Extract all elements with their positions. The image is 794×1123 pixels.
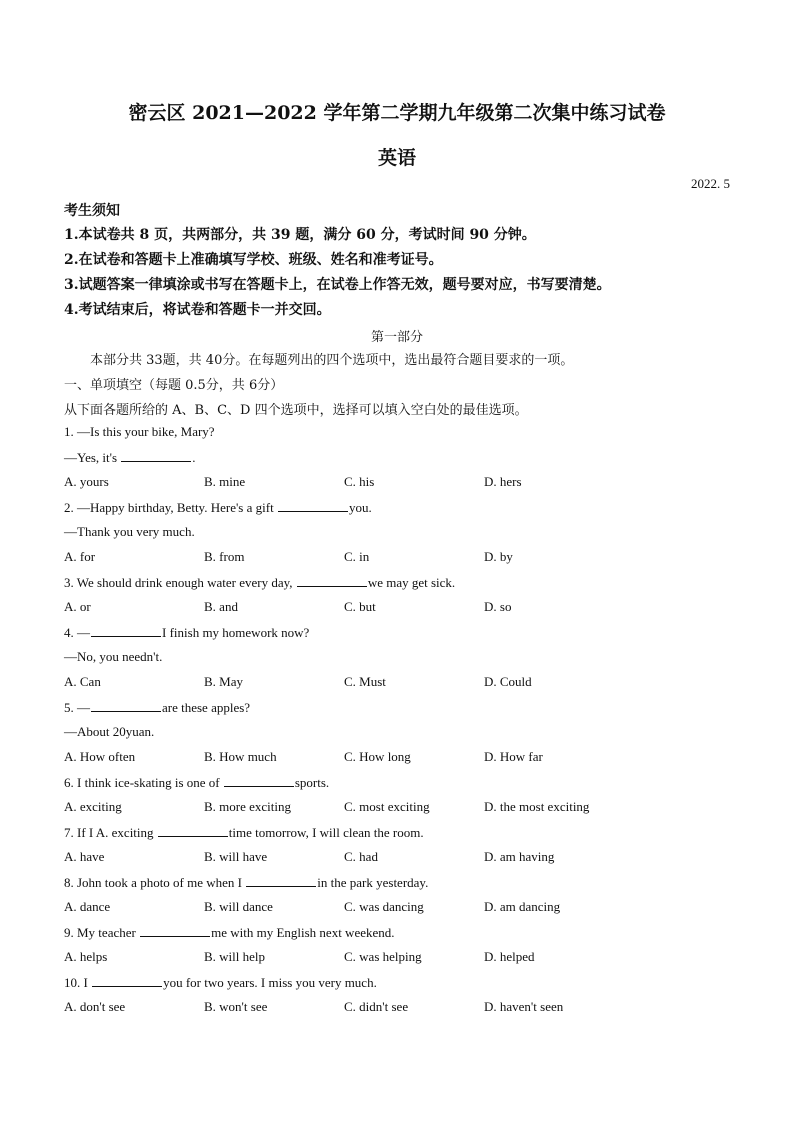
question-1: 1. —Is this your bike, Mary?	[64, 424, 215, 439]
notice-item: 3.试题答案一律填涂或书写在答题卡上，在试卷上作答无效，题号要对应，书写要清楚。	[64, 277, 611, 293]
option-a: A. Can	[64, 674, 101, 689]
option-d: D. so	[484, 599, 512, 614]
notice-heading: 考生须知	[64, 203, 120, 219]
answer-blank	[246, 874, 316, 887]
subject-title: 英语	[377, 147, 416, 169]
option-a: A. helps	[64, 949, 108, 964]
option-a: A. don't see	[64, 999, 126, 1014]
question-9	[64, 924, 395, 941]
answer-blank	[278, 499, 348, 512]
question-text: 7. If I A. exciting	[64, 825, 154, 840]
option-d: D. helped	[484, 949, 535, 964]
option-b: B. won't see	[204, 999, 268, 1014]
answer-blank	[224, 774, 294, 787]
option-b: B. How much	[204, 749, 277, 764]
answer-blank	[121, 449, 191, 462]
notice-item: 4.考试结束后，将试卷和答题卡一并交回。	[64, 302, 331, 318]
question-text: 9. My teacher	[64, 925, 136, 940]
exam-title: 密云区 2021—2022 学年第二学期九年级第二次集中练习试卷	[128, 102, 666, 124]
question-text: I finish my homework now?	[162, 625, 310, 640]
question-text: you.	[348, 500, 372, 515]
question-text: you for two years. I miss you very much.	[163, 975, 377, 990]
option-c: C. was helping	[344, 949, 422, 964]
question-5-reply: —About 20yuan.	[64, 724, 155, 739]
option-d: D. hers	[484, 474, 522, 489]
option-b: B. more exciting	[204, 799, 292, 814]
question-text: are these apples?	[162, 700, 251, 715]
option-a: A. exciting	[64, 799, 122, 814]
part-intro: 本部分共 33题，共 40分。在每题列出的四个选项中，选出最符合题目要求的一项。	[90, 353, 574, 368]
question-8	[64, 874, 428, 891]
option-a: A. yours	[64, 474, 109, 489]
option-b: B. will dance	[204, 899, 273, 914]
option-b: B. and	[204, 599, 238, 614]
question-text: 5. —	[64, 700, 90, 715]
exam-date: 2022. 5	[691, 176, 730, 191]
question-4-reply: —No, you needn't.	[64, 649, 163, 664]
question-text: time tomorrow, I will clean the room.	[228, 825, 424, 840]
option-c: C. was dancing	[344, 899, 424, 914]
option-c: C. his	[344, 474, 375, 489]
question-text: 3. We should drink enough water every day,	[64, 575, 293, 590]
answer-blank	[158, 824, 228, 837]
option-d: D. Could	[484, 674, 532, 689]
answer-blank	[91, 624, 161, 637]
notice-item: 2.在试卷和答题卡上准确填写学校、班级、姓名和准考证号。	[64, 252, 443, 268]
question-text: me with my English next weekend.	[211, 925, 395, 940]
option-c: C. didn't see	[344, 999, 409, 1014]
option-c: C. Must	[344, 674, 386, 689]
question-text: we may get sick.	[367, 575, 456, 590]
question-2	[64, 499, 372, 516]
part-title: 第一部分	[370, 330, 423, 345]
question-text: sports.	[294, 775, 330, 790]
question-1-answer-line	[64, 449, 196, 466]
option-d: D. How far	[484, 749, 543, 764]
section-instruction: 从下面各题所给的 A、B、C、D 四个选项中，选择可以填入空白处的最佳选项。	[64, 403, 528, 418]
question-4	[64, 624, 309, 641]
question-2-reply: —Thank you very much.	[64, 524, 195, 539]
question-3	[64, 574, 455, 591]
option-a: A. for	[64, 549, 96, 564]
option-b: B. from	[204, 549, 245, 564]
question-6	[64, 774, 329, 791]
option-b: B. mine	[204, 474, 246, 489]
option-c: C. in	[344, 549, 370, 564]
question-text: —Yes, it's	[64, 450, 118, 465]
option-c: C. most exciting	[344, 799, 430, 814]
option-a: A. or	[64, 599, 91, 614]
section-title: 一、单项填空（每题 0.5分，共 6分）	[64, 378, 284, 393]
answer-blank	[91, 699, 161, 712]
question-text: 4. —	[64, 625, 90, 640]
option-a: A. How often	[64, 749, 136, 764]
option-d: D. am dancing	[484, 899, 561, 914]
question-text: .	[192, 450, 196, 465]
question-text: 10. I	[64, 975, 88, 990]
option-d: D. the most exciting	[484, 799, 590, 814]
answer-blank	[140, 924, 210, 937]
question-text: in the park yesterday.	[317, 875, 429, 890]
option-a: A. have	[64, 849, 105, 864]
option-b: B. will help	[204, 949, 266, 964]
option-b: B. will have	[204, 849, 268, 864]
question-5	[64, 699, 250, 716]
question-text: 8. John took a photo of me when I	[64, 875, 243, 890]
option-d: D. am having	[484, 849, 555, 864]
option-b: B. May	[204, 674, 243, 689]
option-c: C. but	[344, 599, 376, 614]
answer-blank	[92, 974, 162, 987]
option-d: D. by	[484, 549, 513, 564]
option-c: C. How long	[344, 749, 411, 764]
answer-blank	[297, 574, 367, 587]
question-text: 2. —Happy birthday, Betty. Here's a gift	[64, 500, 274, 515]
question-text: 6. I think ice-skating is one of	[64, 775, 220, 790]
option-d: D. haven't seen	[484, 999, 564, 1014]
question-7	[64, 824, 424, 841]
option-c: C. had	[344, 849, 378, 864]
option-a: A. dance	[64, 899, 111, 914]
notice-item: 1.本试卷共 8 页，共两部分，共 39 题，满分 60 分，考试时间 90 分钟。	[64, 227, 536, 243]
question-10	[64, 974, 377, 991]
